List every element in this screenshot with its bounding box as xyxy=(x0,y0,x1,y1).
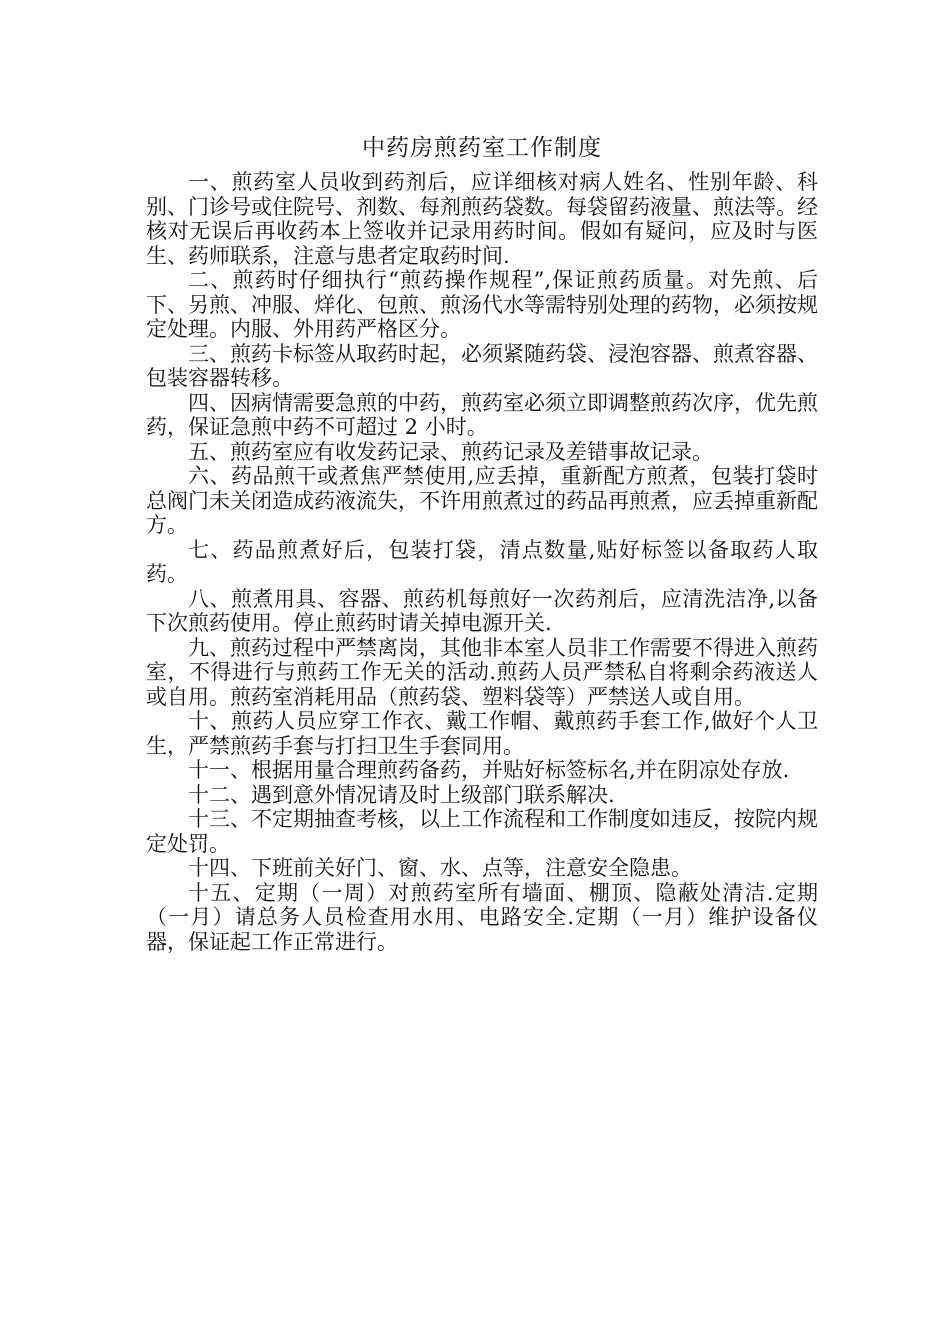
rules-list xyxy=(146,170,818,954)
rule-item: 三、煎药卡标签从取药时起，必须紧随药袋、浸泡容器、煎煮容器、包装容器转移。 xyxy=(146,341,818,390)
rule-item: 一、煎药室人员收到药剂后，应详细核对病人姓名、性别年龄、科别、门诊号或住院号、剂数、每剂煎药袋数。每袋留药液量、煎法等。经核对无误后再收药本上签收并记录用药时间。假如有疑问，应及时与医生、药师联系，注意与患者定取药时间. xyxy=(146,170,818,268)
rule-item: 九、煎药过程中严禁离岗，其他非本室人员非工作需要不得进入煎药室，不得进行与煎药工作无关的活动.煎药人员严禁私自将剩余药液送人或自用。煎药室消耗用品（煎药袋、塑料袋等）严禁送人或自用。 xyxy=(146,635,818,709)
rule-item: 四、因病情需要急煎的中药，煎药室必须立即调整煎药次序，优先煎药，保证急煎中药不可超过 2 小时。 xyxy=(146,390,818,439)
rule-item: 七、药品煎煮好后，包装打袋，清点数量,贴好标签以备取药人取药。 xyxy=(146,537,818,586)
document-page xyxy=(146,128,818,954)
document-title: 中药房煎药室工作制度 xyxy=(362,135,602,161)
rule-item: 十、煎药人员应穿工作衣、戴工作帽、戴煎药手套工作,做好个人卫生，严禁煎药手套与打扫卫生手套同用。 xyxy=(146,709,818,758)
rule-item: 二、煎药时仔细执行“煎药操作规程”,保证煎药质量。对先煎、后下、另煎、冲服、烊化、包煎、煎汤代水等需特别处理的药物，必须按规定处理。内服、外用药严格区分。 xyxy=(146,268,818,341)
rule-item: 十一、根据用量合理煎药备药，并贴好标签标名,并在阴凉处存放. xyxy=(188,758,790,782)
rule-item: 十二、遇到意外情况请及时上级部门联系解决. xyxy=(188,782,615,807)
rule-item: 十三、不定期抽查考核，以上工作流程和工作制度如违反，按院内规定处罚。 xyxy=(146,807,818,856)
rule-item: 十五、定期（一周）对煎药室所有墙面、棚顶、隐蔽处清洁.定期（一月）请总务人员检查用水用、电路安全.定期（一月）维护设备仪器，保证起工作正常进行。 xyxy=(146,880,818,954)
rule-item: 六、药品煎干或煮焦严禁使用,应丢掉，重新配方煎煮，包装打袋时总阀门未关闭造成药液流失，不许用煎煮过的药品再煎煮，应丢掉重新配方。 xyxy=(146,464,818,537)
rule-item: 八、煎煮用具、容器、煎药机每煎好一次药剂后，应清洗洁净,以备下次煎药使用。停止煎药时请关掉电源开关. xyxy=(146,586,818,635)
rule-item: 五、煎药室应有收发药记录、煎药记录及差错事故记录。 xyxy=(188,439,713,464)
rule-item: 十四、下班前关好门、窗、水、点等，注意安全隐患。 xyxy=(188,856,692,880)
